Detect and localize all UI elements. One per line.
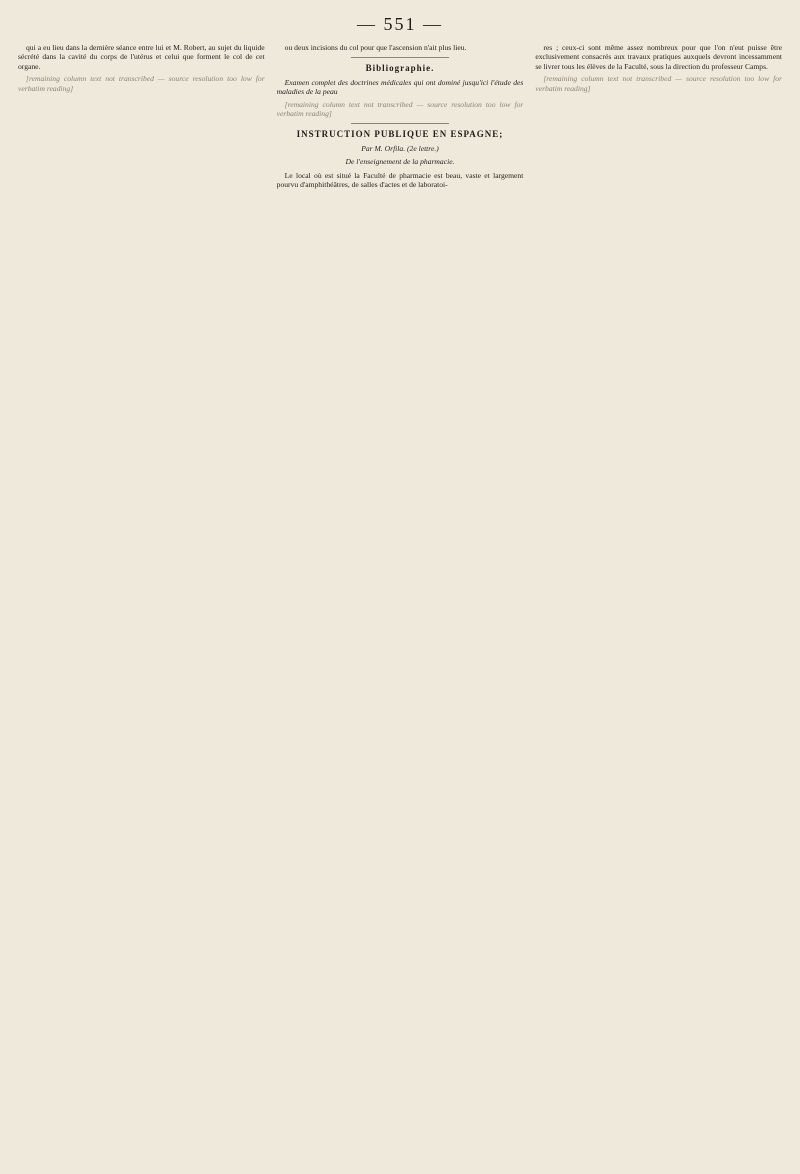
section-divider-bottom xyxy=(351,123,450,124)
column-middle-placeholder: [remaining column text not transcribed — source resolution too low for verbatim reading] xyxy=(276,99,524,119)
article-lead: Le local où est situé la Faculté de pharmacie est beau, vaste et largement pourvu d'amphithéâtres, de salles d'actes et de laboratoi- xyxy=(276,170,524,190)
column-left-opening: qui a eu lieu dans la dernière séance entre lui et M. Robert, au sujet du liquide sécrété dans la cavité du corps de l'utérus et celui que forment le col de cet organe. xyxy=(18,43,265,71)
article-subtitle: De l'enseignement de la pharmacie. xyxy=(345,157,455,167)
column-middle xyxy=(277,43,524,1173)
column-left-placeholder: [remaining column text not transcribed — source resolution too low for verbatim reading] xyxy=(18,74,265,93)
page-number: — 551 — xyxy=(357,14,443,34)
column-right-placeholder: [remaining column text not transcribed — source resolution too low for verbatim reading] xyxy=(535,74,782,93)
text-columns xyxy=(18,43,782,1173)
review-lead: Examen complet des doctrines médicales qui ont dominé jusqu'ici l'étude des maladies de la peau xyxy=(276,77,524,97)
column-right xyxy=(535,43,782,1173)
byline: Par M. Orfila. (2e lettre.) xyxy=(361,143,439,153)
section-title-bibliographie: Bibliographie. xyxy=(365,63,435,74)
section-title-instruction: INSTRUCTION PUBLIQUE EN ESPAGNE; xyxy=(296,129,504,140)
section-divider xyxy=(351,57,450,58)
column-left xyxy=(18,43,265,1173)
column-right-opening: res ; ceux-ci sont même assez nombreux pour que l'on n'eut puisse être exclusivement consacrés aux travaux pratiques auxquels devront incessamment se livrer tous les élèves de la Faculté, sous la direction du professeur Camps. xyxy=(535,43,782,71)
column-middle-opening: ou deux incisions du col pour que l'ascension n'ait plus lieu. xyxy=(284,43,467,52)
